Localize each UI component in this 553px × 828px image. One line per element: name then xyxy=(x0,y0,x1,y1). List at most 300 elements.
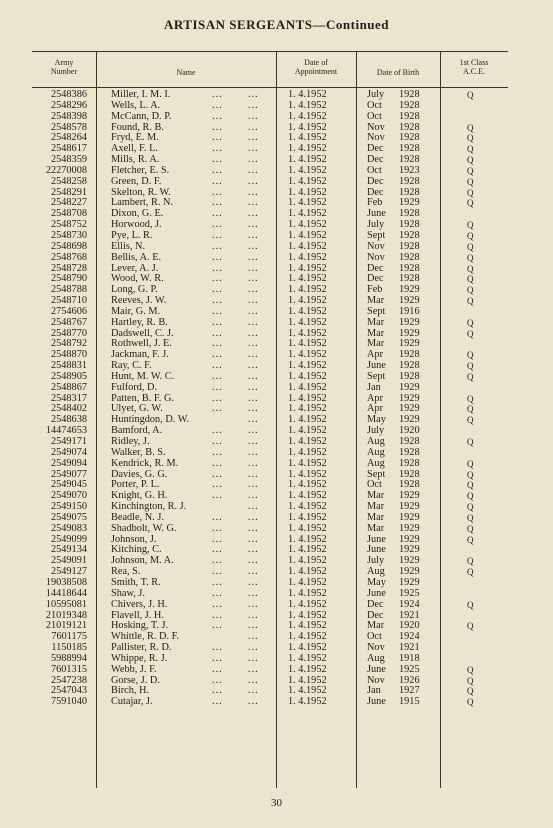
birth-month-cell: Oct xyxy=(367,631,382,643)
birth-month-cell: Sept xyxy=(367,468,386,480)
appointment-date-cell: 1. 4.1952 xyxy=(288,652,327,664)
birth-month-cell: June xyxy=(367,663,386,675)
birth-year-cell: 1928 xyxy=(399,240,420,252)
leader-dots: ... xyxy=(212,490,223,502)
appointment-date-cell: 1. 4.1952 xyxy=(288,533,327,545)
leader-dots: ... xyxy=(212,403,223,415)
ace-qualification-cell: Q xyxy=(467,621,474,632)
table-row xyxy=(32,329,508,340)
leader-dots: ... xyxy=(248,620,259,632)
leader-dots: ... xyxy=(248,338,259,350)
leader-dots: ... xyxy=(248,305,259,317)
leader-dots: ... xyxy=(212,99,223,111)
birth-month-cell: Mar xyxy=(367,490,385,502)
appointment-date-cell: 1. 4.1952 xyxy=(288,305,327,317)
birth-month-cell: Mar xyxy=(367,511,385,523)
army-number-cell: 2548730 xyxy=(50,229,87,241)
birth-month-cell: Dec xyxy=(367,154,384,166)
ace-qualification-cell: Q xyxy=(467,556,474,567)
table-row xyxy=(32,437,508,448)
appointment-date-cell: 1. 4.1952 xyxy=(288,197,327,209)
leader-dots: ... xyxy=(212,381,223,393)
leader-dots: ... xyxy=(248,522,259,534)
table-row xyxy=(32,545,508,556)
leader-dots: ... xyxy=(212,533,223,545)
table-row xyxy=(32,480,508,491)
appointment-date-cell: 1. 4.1952 xyxy=(288,555,327,567)
ace-qualification-cell: Q xyxy=(467,523,474,534)
leader-dots: ... xyxy=(248,446,259,458)
table-row xyxy=(32,654,508,665)
leader-dots: ... xyxy=(248,89,259,100)
ace-qualification-cell: Q xyxy=(467,697,474,708)
ace-qualification-cell: Q xyxy=(467,274,474,285)
birth-month-cell: Oct xyxy=(367,110,382,122)
table-row xyxy=(32,112,508,123)
table-row xyxy=(32,404,508,415)
army-number-cell: 2548728 xyxy=(50,262,87,274)
leader-dots: ... xyxy=(212,262,223,274)
army-number-cell: 2548792 xyxy=(50,338,87,350)
birth-year-cell: 1929 xyxy=(399,403,420,415)
birth-year-cell: 1928 xyxy=(399,436,420,447)
table-top-rule xyxy=(32,51,508,52)
header-army-number: Army Number xyxy=(50,58,78,76)
army-number-cell: 2548398 xyxy=(50,110,87,122)
leader-dots: ... xyxy=(212,425,223,437)
birth-month-cell: Mar xyxy=(367,327,385,339)
birth-month-cell: Dec xyxy=(367,609,384,621)
name-cell: Axell, F. L. xyxy=(111,143,158,155)
birth-year-cell: 1928 xyxy=(399,229,420,241)
birth-month-cell: Sept xyxy=(367,305,386,317)
ace-qualification-cell: Q xyxy=(467,437,474,447)
name-cell: Ridley, J. xyxy=(111,436,150,447)
birth-month-cell: Aug xyxy=(367,566,385,578)
appointment-date-cell: 1. 4.1952 xyxy=(288,316,327,328)
table-row xyxy=(32,123,508,134)
name-cell: Dixon, G. E. xyxy=(111,208,164,220)
birth-month-cell: Apr xyxy=(367,392,384,404)
birth-month-cell: Feb xyxy=(367,284,383,296)
appointment-date-cell: 1. 4.1952 xyxy=(288,631,327,643)
appointment-date-cell: 1. 4.1952 xyxy=(288,338,327,350)
appointment-date-cell: 1. 4.1952 xyxy=(288,598,327,610)
leader-dots: ... xyxy=(248,360,259,372)
leader-dots: ... xyxy=(212,284,223,296)
leader-dots: ... xyxy=(212,370,223,382)
table-row xyxy=(32,166,508,177)
name-cell: Gorse, J. D. xyxy=(111,674,160,686)
table-row xyxy=(32,177,508,188)
leader-dots: ... xyxy=(248,663,259,675)
leader-dots: ... xyxy=(248,251,259,263)
ace-qualification-cell: Q xyxy=(467,198,474,209)
table-row xyxy=(32,264,508,275)
army-number-cell: 2548831 xyxy=(50,360,87,372)
leader-dots: ... xyxy=(248,99,259,111)
birth-month-cell: Nov xyxy=(367,642,385,654)
birth-month-cell: Apr xyxy=(367,349,384,361)
birth-month-cell: July xyxy=(367,219,385,231)
leader-dots: ... xyxy=(212,479,223,491)
leader-dots: ... xyxy=(248,425,259,437)
army-number-cell: 2548752 xyxy=(50,219,87,231)
leader-dots: ... xyxy=(212,219,223,231)
leader-dots: ... xyxy=(248,240,259,252)
leader-dots: ... xyxy=(248,295,259,307)
name-cell: Jackman, F. J. xyxy=(111,349,169,361)
leader-dots: ... xyxy=(212,89,223,100)
ace-qualification-cell: Q xyxy=(467,241,474,252)
leader-dots: ... xyxy=(212,143,223,155)
appointment-date-cell: 1. 4.1952 xyxy=(288,403,327,415)
appointment-date-cell: 1. 4.1952 xyxy=(288,425,327,437)
leader-dots: ... xyxy=(248,598,259,610)
leader-dots: ... xyxy=(248,414,259,426)
birth-year-cell: 1928 xyxy=(399,89,420,100)
birth-month-cell: Mar xyxy=(367,295,385,307)
leader-dots: ... xyxy=(248,219,259,231)
leader-dots: ... xyxy=(212,338,223,350)
army-number-cell: 2548867 xyxy=(50,381,87,393)
appointment-date-cell: 1. 4.1952 xyxy=(288,175,327,187)
birth-year-cell: 1929 xyxy=(399,544,420,556)
ace-qualification-cell: Q xyxy=(467,567,474,578)
table-row xyxy=(32,307,508,318)
appointment-date-cell: 1. 4.1952 xyxy=(288,89,327,100)
table-row xyxy=(32,513,508,524)
ace-qualification-cell: Q xyxy=(467,480,474,491)
leader-dots: ... xyxy=(248,110,259,122)
name-cell: Mair, G. M. xyxy=(111,305,161,317)
army-number-cell: 22270008 xyxy=(45,164,87,176)
leader-dots: ... xyxy=(248,533,259,545)
birth-year-cell: 1928 xyxy=(399,479,420,491)
army-number-cell: 2549171 xyxy=(50,436,87,447)
appointment-date-cell: 1. 4.1952 xyxy=(288,208,327,220)
appointment-date-cell: 1. 4.1952 xyxy=(288,468,327,480)
name-cell: Webb, J. F. xyxy=(111,663,157,675)
birth-year-cell: 1928 xyxy=(399,99,420,111)
name-cell: Dadswell, C. J. xyxy=(111,327,174,339)
leader-dots: ... xyxy=(248,652,259,664)
army-number-cell: 2549094 xyxy=(50,457,87,469)
ace-qualification-cell: Q xyxy=(467,686,474,697)
name-cell: Beadle, N. J. xyxy=(111,511,164,523)
leader-dots: ... xyxy=(212,696,223,708)
birth-month-cell: Jan xyxy=(367,381,381,393)
ace-qualification-cell: Q xyxy=(467,512,474,523)
appointment-date-cell: 1. 4.1952 xyxy=(288,360,327,372)
leader-dots: ... xyxy=(248,490,259,502)
army-number-cell: 21019121 xyxy=(45,620,87,632)
appointment-date-cell: 1. 4.1952 xyxy=(288,696,327,708)
name-cell: Rea, S. xyxy=(111,566,141,578)
leader-dots: ... xyxy=(248,642,259,654)
header-rule xyxy=(32,87,508,88)
appointment-date-cell: 1. 4.1952 xyxy=(288,164,327,176)
table-row xyxy=(32,567,508,578)
birth-month-cell: July xyxy=(367,89,385,100)
birth-month-cell: Mar xyxy=(367,620,385,632)
leader-dots: ... xyxy=(212,273,223,285)
appointment-date-cell: 1. 4.1952 xyxy=(288,327,327,339)
appointment-date-cell: 1. 4.1952 xyxy=(288,620,327,632)
table-row xyxy=(32,296,508,307)
name-cell: Rothwell, J. E. xyxy=(111,338,172,350)
birth-year-cell: 1928 xyxy=(399,143,420,155)
name-cell: Ulyet, G. W. xyxy=(111,403,163,415)
ace-qualification-cell: Q xyxy=(467,675,474,686)
name-cell: McCann, D. P. xyxy=(111,110,172,122)
birth-month-cell: Nov xyxy=(367,132,385,144)
leader-dots: ... xyxy=(248,544,259,556)
appointment-date-cell: 1. 4.1952 xyxy=(288,219,327,231)
name-cell: Horwood, J. xyxy=(111,219,162,231)
leader-dots: ... xyxy=(212,576,223,588)
ace-qualification-cell: Q xyxy=(467,469,474,480)
leader-dots: ... xyxy=(248,164,259,176)
ace-qualification-cell: Q xyxy=(467,155,474,166)
table-row xyxy=(32,198,508,209)
leader-dots: ... xyxy=(212,544,223,556)
leader-dots: ... xyxy=(248,208,259,220)
appointment-date-cell: 1. 4.1952 xyxy=(288,370,327,382)
appointment-date-cell: 1. 4.1952 xyxy=(288,587,327,599)
appointment-date-cell: 1. 4.1952 xyxy=(288,99,327,111)
birth-year-cell: 1929 xyxy=(399,501,420,513)
birth-year-cell: 1928 xyxy=(399,186,420,198)
army-number-cell: 10595081 xyxy=(45,598,87,610)
leader-dots: ... xyxy=(212,468,223,480)
army-number-cell: 19038508 xyxy=(45,576,87,588)
birth-year-cell: 1915 xyxy=(399,696,420,708)
birth-year-cell: 1929 xyxy=(399,576,420,588)
birth-year-cell: 1920 xyxy=(399,425,420,437)
birth-month-cell: Apr xyxy=(367,403,384,415)
birth-year-cell: 1921 xyxy=(399,609,420,621)
birth-month-cell: Oct xyxy=(367,479,382,491)
ace-qualification-cell: Q xyxy=(467,285,474,296)
birth-year-cell: 1924 xyxy=(399,631,420,643)
name-cell: Kinchington, R. J. xyxy=(111,501,187,513)
leader-dots: ... xyxy=(212,598,223,610)
name-cell: Long, G. P. xyxy=(111,284,158,296)
name-cell: Birch, H. xyxy=(111,685,150,697)
leader-dots: ... xyxy=(212,587,223,599)
leader-dots: ... xyxy=(212,446,223,458)
army-number-cell: 2548359 xyxy=(50,154,87,166)
birth-year-cell: 1928 xyxy=(399,132,420,144)
leader-dots: ... xyxy=(212,110,223,122)
ace-qualification-cell: Q xyxy=(467,144,474,155)
leader-dots: ... xyxy=(212,392,223,404)
army-number-cell: 2548402 xyxy=(50,403,87,415)
army-number-cell: 7591040 xyxy=(50,696,87,708)
leader-dots: ... xyxy=(212,609,223,621)
name-cell: Whittle, R. D. F. xyxy=(111,631,180,643)
header-name: Name xyxy=(176,68,196,77)
appointment-date-cell: 1. 4.1952 xyxy=(288,229,327,241)
ace-qualification-cell: Q xyxy=(467,491,474,502)
appointment-date-cell: 1. 4.1952 xyxy=(288,295,327,307)
ace-qualification-cell: Q xyxy=(467,90,474,100)
leader-dots: ... xyxy=(212,511,223,523)
leader-dots: ... xyxy=(212,186,223,198)
ace-qualification-cell: Q xyxy=(467,502,474,513)
leader-dots: ... xyxy=(212,360,223,372)
leader-dots: ... xyxy=(248,566,259,578)
birth-year-cell: 1929 xyxy=(399,511,420,523)
birth-month-cell: Nov xyxy=(367,240,385,252)
leader-dots: ... xyxy=(212,566,223,578)
birth-month-cell: June xyxy=(367,544,386,556)
name-cell: Bellis, A. E. xyxy=(111,251,162,263)
army-number-cell: 2548767 xyxy=(50,316,87,328)
table-row xyxy=(32,253,508,264)
leader-dots: ... xyxy=(248,457,259,469)
birth-month-cell: June xyxy=(367,587,386,599)
leader-dots: ... xyxy=(248,501,259,513)
birth-year-cell: 1929 xyxy=(399,284,420,296)
birth-year-cell: 1928 xyxy=(399,360,420,372)
name-cell: Fryd, E. M. xyxy=(111,132,159,144)
leader-dots: ... xyxy=(248,468,259,480)
army-number-cell: 14418644 xyxy=(45,587,87,599)
name-cell: Fletcher, E. S. xyxy=(111,164,170,176)
birth-month-cell: June xyxy=(367,208,386,220)
leader-dots: ... xyxy=(212,522,223,534)
name-cell: Knight, G. H. xyxy=(111,490,168,502)
birth-year-cell: 1929 xyxy=(399,338,420,350)
name-cell: Found, R. B. xyxy=(111,121,164,133)
table-row xyxy=(32,470,508,481)
ace-qualification-cell: Q xyxy=(467,165,474,176)
name-cell: Johnson, J. xyxy=(111,533,157,545)
name-cell: Smith, T. R. xyxy=(111,576,161,588)
birth-year-cell: 1929 xyxy=(399,295,420,307)
name-cell: Shadbolt, W. G. xyxy=(111,522,177,534)
army-number-cell: 2548291 xyxy=(50,186,87,198)
table-row xyxy=(32,697,508,708)
leader-dots: ... xyxy=(248,175,259,187)
leader-dots: ... xyxy=(248,316,259,328)
appointment-date-cell: 1. 4.1952 xyxy=(288,609,327,621)
leader-dots: ... xyxy=(248,349,259,361)
name-cell: Whippe, R. J. xyxy=(111,652,168,664)
appointment-date-cell: 1. 4.1952 xyxy=(288,121,327,133)
name-cell: Pye, L. R. xyxy=(111,229,153,241)
army-number-cell: 2548710 xyxy=(50,295,87,307)
leader-dots: ... xyxy=(212,208,223,220)
birth-year-cell: 1918 xyxy=(399,652,420,664)
table-row xyxy=(32,285,508,296)
table-row xyxy=(32,578,508,589)
table-row xyxy=(32,394,508,405)
army-number-cell: 2547238 xyxy=(50,674,87,686)
appointment-date-cell: 1. 4.1952 xyxy=(288,381,327,393)
army-number-cell: 2548638 xyxy=(50,414,87,426)
table-row xyxy=(32,448,508,459)
name-cell: Fulford, D. xyxy=(111,381,158,393)
appointment-date-cell: 1. 4.1952 xyxy=(288,522,327,534)
ace-qualification-cell: Q xyxy=(467,415,474,426)
table-row xyxy=(32,361,508,372)
leader-dots: ... xyxy=(248,284,259,296)
table-row xyxy=(32,643,508,654)
leader-dots: ... xyxy=(248,479,259,491)
birth-year-cell: 1928 xyxy=(399,273,420,285)
birth-year-cell: 1928 xyxy=(399,154,420,166)
header-ace: 1st Class A.C.E. xyxy=(459,58,489,76)
army-number-cell: 2548386 xyxy=(50,89,87,100)
birth-month-cell: July xyxy=(367,555,385,567)
army-number-cell: 21019348 xyxy=(45,609,87,621)
birth-month-cell: July xyxy=(367,425,385,437)
birth-month-cell: Mar xyxy=(367,338,385,350)
name-cell: Hosking, T. J. xyxy=(111,620,169,632)
birth-month-cell: June xyxy=(367,696,386,708)
table-row xyxy=(32,144,508,155)
birth-month-cell: June xyxy=(367,360,386,372)
army-number-cell: 2548227 xyxy=(50,197,87,209)
army-number-cell: 2548788 xyxy=(50,284,87,296)
birth-year-cell: 1928 xyxy=(399,457,420,469)
table-row xyxy=(32,676,508,687)
birth-year-cell: 1928 xyxy=(399,251,420,263)
table-row xyxy=(32,274,508,285)
army-number-cell: 2549091 xyxy=(50,555,87,567)
birth-month-cell: Aug xyxy=(367,436,385,447)
army-number-cell: 2548870 xyxy=(50,349,87,361)
leader-dots: ... xyxy=(248,262,259,274)
table-row xyxy=(32,188,508,199)
army-number-cell: 2548617 xyxy=(50,143,87,155)
leader-dots: ... xyxy=(248,381,259,393)
appointment-date-cell: 1. 4.1952 xyxy=(288,154,327,166)
appointment-date-cell: 1. 4.1952 xyxy=(288,479,327,491)
birth-year-cell: 1926 xyxy=(399,674,420,686)
birth-month-cell: Dec xyxy=(367,143,384,155)
name-cell: Pallister, R. D. xyxy=(111,642,172,654)
leader-dots: ... xyxy=(212,685,223,697)
name-cell: Porter, P. L. xyxy=(111,479,160,491)
table-row xyxy=(32,600,508,611)
leader-dots: ... xyxy=(248,436,259,447)
appointment-date-cell: 1. 4.1952 xyxy=(288,186,327,198)
appointment-date-cell: 1. 4.1952 xyxy=(288,284,327,296)
birth-month-cell: May xyxy=(367,414,386,426)
appointment-date-cell: 1. 4.1952 xyxy=(288,240,327,252)
birth-year-cell: 1929 xyxy=(399,533,420,545)
ace-qualification-cell: Q xyxy=(467,599,474,610)
name-cell: Hunt, M. W. C. xyxy=(111,370,175,382)
name-cell: Green, D. F. xyxy=(111,175,162,187)
name-cell: Bamford, A. xyxy=(111,425,163,437)
name-cell: Mills, R. A. xyxy=(111,154,160,166)
army-number-cell: 2549077 xyxy=(50,468,87,480)
name-cell: Chivers, J. H. xyxy=(111,598,168,610)
army-number-cell: 2549150 xyxy=(50,501,87,513)
army-number-cell: 7601175 xyxy=(51,631,87,643)
birth-year-cell: 1925 xyxy=(399,663,420,675)
leader-dots: ... xyxy=(248,121,259,133)
birth-year-cell: 1924 xyxy=(399,598,420,610)
birth-year-cell: 1921 xyxy=(399,642,420,654)
table-row xyxy=(32,459,508,470)
ace-qualification-cell: Q xyxy=(467,252,474,263)
